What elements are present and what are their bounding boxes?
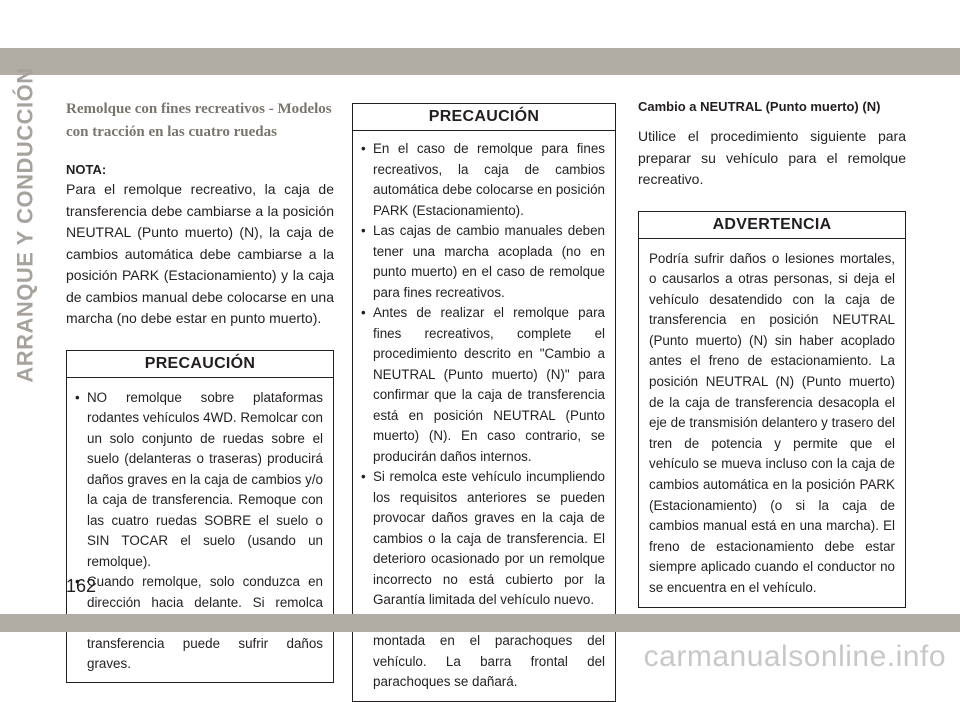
column-left (66, 98, 334, 683)
list-item: • Cuando remolque, solo conduzca en dirección hacia delante. Si remolca transferencia puede sufrir daños graves. (75, 572, 323, 675)
caution-box-2-title: PRECAUCIÓN (353, 104, 615, 131)
caution-box-1 (66, 350, 334, 683)
section-heading-recreational-towing: Remolque con fines recreativos - Modelos con tracción en las cuatro ruedas (66, 101, 332, 140)
watermark: carmanualsonline.info (643, 640, 946, 673)
side-section-title (6, 67, 46, 383)
warning-box-title: ADVERTENCIA (639, 212, 905, 239)
top-band (0, 48, 960, 75)
caution-box-1-title: PRECAUCIÓN (67, 351, 333, 378)
list-item: • Antes de realizar el remolque para fines recreativos, complete el procedimiento descrito en "Cambio a NEUTRAL (Punto muerto) (N)" para confirmar que la caja de transferencia está en posición NEUTRAL (Punto muerto) (N). En caso contrario, se producirán daños internos. (361, 303, 605, 467)
column-middle (352, 103, 616, 702)
neutral-intro-text: Utilice el procedimiento siguiente para preparar su vehículo para el remolque recreativo. (638, 128, 906, 187)
list-item: • Si remolca este vehículo incumpliendo los requisitos anteriores se pueden provocar daños graves en la caja de cambios o la caja de transferencia. El deterioro ocasionado por un remolque incorrecto no está cubierto por la Garantía limitada del vehículo nuevo. (361, 467, 605, 611)
side-section-title-text: ARRANQUE Y CONDUCCIÓN (13, 67, 38, 383)
section-heading-neutral-shift: Cambio a NEUTRAL (Punto muerto) (N) (638, 99, 881, 114)
page-number: 162 (66, 576, 97, 596)
list-item: • Las cajas de cambio manuales deben tener una marcha acoplada (no en punto muerto) en el caso de remolque para fines recreativos. (361, 221, 605, 303)
note-text: Para el remolque recreativo, la caja de transferencia debe cambiarse a la posición NEUTRAL (Punto muerto) (N), la caja de cambios automática debe cambiarse a la posición PARK (Estacionamiento) y la caja de cambios manual debe colocarse en una marcha (no debe estar en punto muerto). (66, 181, 334, 326)
note-label: NOTA: (66, 162, 107, 177)
list-item: • NO remolque sobre plataformas rodantes vehículos 4WD. Remolcar con un solo conjunto de ruedas sobre el suelo (delanteras o traseras) producirá daños graves en la caja de cambios y/o la caja de transferencia. Remoque con las cuatro ruedas SOBRE el suelo o SIN TOCAR el suelo (usando un remolque). (75, 388, 323, 573)
caution-box-2 (352, 103, 616, 702)
warning-box-text: Podría sufrir daños o lesiones mortales, o causarlos a otras personas, si deja el vehículo desatendido con la caja de transferencia en posición NEUTRAL (Punto muerto) (N) sin haber acoplado antes el freno de estacionamiento. La posición NEUTRAL (N) (Punto muerto) de la caja de transferencia desacopla el eje de transmisión delantero y trasero del tren de potencia y permite que el vehículo se mueva incluso con la caja de cambios automática en la posición PARK (Estacionamiento) (o si la caja de cambios manual está en una marcha). El freno de estacionamiento debe estar siempre aplicado cuando el conductor no se encuentra en el vehículo. (649, 250, 895, 595)
bottom-band (0, 614, 960, 632)
warning-box (638, 211, 906, 608)
column-right (638, 98, 906, 608)
caution-box-1-list (67, 378, 333, 682)
list-item: • En el caso de remolque para fines recreativos, la caja de cambios automática debe colocarse en posición PARK (Estacionamiento). (361, 139, 605, 221)
list-item: • montada en el parachoques del vehículo. La barra frontal del parachoques se dañará. (361, 611, 605, 693)
